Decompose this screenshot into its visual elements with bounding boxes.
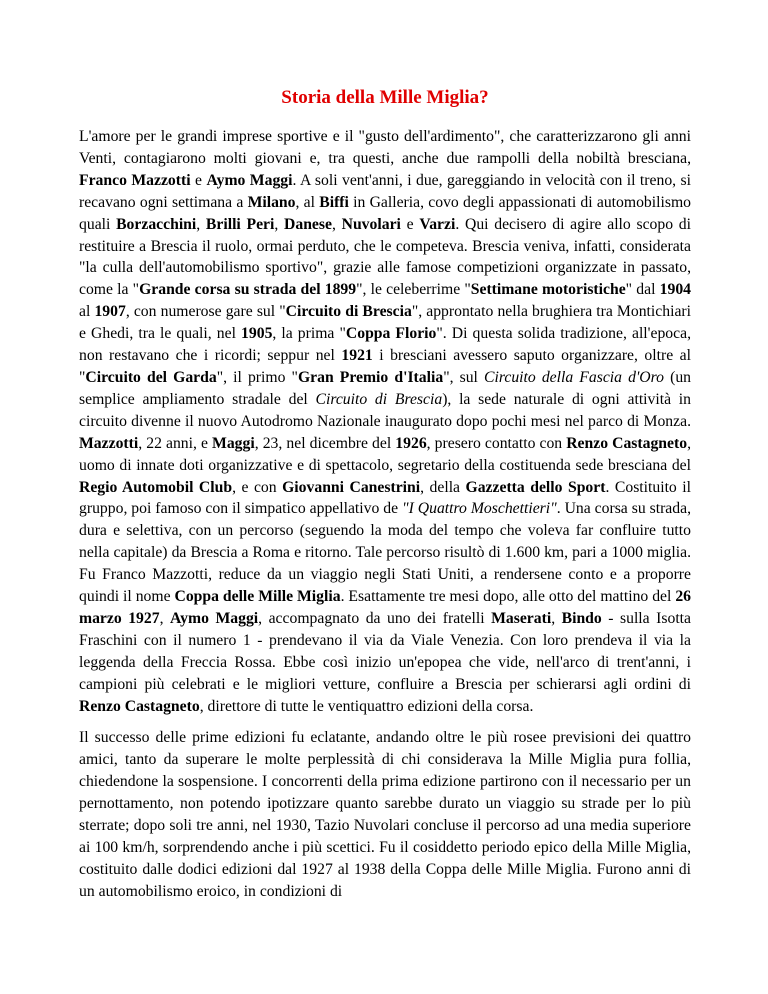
bold-text-run: Nuvolari: [341, 215, 401, 233]
bold-text-run: Grande corsa su strada del 1899: [139, 281, 357, 299]
bold-text-run: Gazzetta dello Sport: [465, 478, 606, 496]
text-run: ", approntato nella brughiera tra Montichiari e Ghedi, tra le quali, nel: [79, 303, 691, 343]
text-run: , presero contatto con: [426, 434, 567, 452]
text-run: ", le celeberrime ": [356, 281, 471, 299]
document-page: [79, 0, 691, 903]
bold-text-run: Borzacchini: [116, 215, 197, 233]
paragraph-2: [79, 727, 691, 902]
bold-text-run: Regio Automobil Club: [79, 478, 233, 496]
bold-text-run: Danese: [284, 215, 332, 233]
bold-text-run: 1905: [241, 325, 273, 343]
bold-text-run: Brilli Peri: [205, 215, 275, 233]
text-run: Il successo delle prime edizioni fu eclatante, andando oltre le più rosee previsioni dei quattro amici, tanto da superare le molte perplessità di chi considerava la Mille Miglia pura follia, chiedendone la sospensione. I concorrenti della prima edizione partirono con il necessario per un pernottamento, non potendo ipotizzare quanto sarebbe durato un viaggio su strade per lo più sterrate; dopo soli tre anni, nel 1930, Tazio Nuvolari concluse il percorso ad una media superiore ai 100 km/h, sorprendendo anche i più scettici. Fu il cosiddetto periodo epico della Mille Miglia, costituito dalle dodici edizioni dal 1927 al 1938 della Coppa delle Mille Miglia. Furono anni di un automobilismo eroico, in condizioni di: [79, 729, 691, 900]
bold-text-run: Milano: [247, 193, 296, 211]
bold-text-run: Renzo Castagneto: [566, 434, 688, 452]
bold-text-run: 1926: [395, 434, 427, 452]
bold-text-run: Circuito del Garda: [85, 368, 217, 386]
bold-text-run: 1921: [341, 347, 373, 365]
text-run: , 22 anni, e: [138, 434, 213, 452]
text-run: e: [190, 171, 207, 189]
text-run: , uomo di innate doti organizzative e di spettacolo, segretario della costituenda sede bresciana del: [79, 434, 691, 474]
bold-text-run: Maggi: [212, 434, 255, 452]
text-run: e: [400, 215, 420, 233]
text-run: ), la sede naturale di ogni attività in circuito divenne il nuovo Autodromo Nazionale inaugurato dopo pochi mesi nel parco di Monza.: [79, 390, 691, 430]
text-run: ,: [274, 215, 285, 233]
text-run: , 23, nel dicembre del: [254, 434, 396, 452]
text-run: i bresciani avessero saputo organizzare, oltre al ": [79, 347, 691, 386]
italic-text-run: Circuito di Brescia: [315, 390, 443, 408]
bold-text-run: Bindo: [561, 609, 602, 627]
paragraph-1: [79, 126, 691, 717]
italic-text-run: Circuito della Fascia d'Oro: [484, 368, 664, 386]
text-run: al: [79, 303, 95, 321]
text-run: L'amore per le grandi imprese sportive e il "gusto dell'ardimento", che caratterizzarono gli anni Venti, contagiarono molti giovani e, tra questi, anche due rampolli della nobiltà bresciana,: [79, 128, 691, 167]
page-title: Storia della Mille Miglia?: [281, 87, 489, 108]
text-run: - sulla Isotta Fraschini con il numero 1 - prendevano il via da Viale Venezia. Con loro prendeva il via la leggenda della Freccia Rossa. Ebbe così inizio un'epopea che vide, nell'arco di trent'anni, i campioni più celebrati e le migliori vetture, confluire a Brescia per schierarsi agli ordini di: [79, 609, 691, 693]
bold-text-run: Franco Mazzotti: [79, 171, 191, 189]
bold-text-run: Renzo Castagneto: [79, 697, 200, 715]
text-run: . Una corsa su strada, dura e selettiva, con un percorso (seguendo la moda del tempo che voleva far confluire tutto nella capitale) da Brescia a Roma e ritorno. Tale percorso risultò di 1.600 km, pari a 1000 miglia. Fu Franco Mazzotti, reduce da un viaggio negli Stati Uniti, a rendersene conto e a proporre quindi il nome: [79, 500, 691, 606]
bold-text-run: Varzi: [419, 215, 456, 233]
text-run: in Galleria, covo degli appassionati di automobilismo quali: [79, 193, 691, 233]
text-run: ,: [551, 609, 562, 627]
italic-text-run: "I Quattro Moschettieri": [402, 500, 557, 518]
bold-text-run: Mazzotti: [79, 434, 139, 452]
text-run: , accompagnato da uno dei fratelli: [258, 609, 492, 627]
text-run: , direttore di tutte le ventiquattro edizioni della corsa.: [199, 697, 534, 715]
text-run: , con numerose gare sul ": [125, 303, 286, 321]
bold-text-run: Aymo Maggi: [170, 609, 259, 627]
bold-text-run: Biffi: [319, 193, 349, 211]
bold-text-run: Settimane motoristiche: [470, 281, 626, 299]
text-run: . Qui decisero di agire allo scopo di restituire a Brescia il ruolo, ormai perduto, che le competeva. Brescia veniva, infatti, considerata "la culla dell'automobilismo sportivo", grazie alle famose competizioni organizzate in passato, come la ": [79, 215, 692, 299]
text-run: ,: [331, 215, 342, 233]
bold-text-run: 1907: [94, 303, 126, 321]
text-run: , della: [420, 478, 466, 496]
bold-text-run: Aymo Maggi: [206, 171, 293, 189]
bold-text-run: Gran Premio d'Italia: [297, 368, 444, 386]
bold-text-run: Maserati: [491, 609, 552, 627]
text-run: (un semplice ampliamento stradale del: [79, 368, 692, 408]
text-run: , e con: [232, 478, 283, 496]
text-run: ". Di questa solida tradizione, all'epoca, non restavano che i ricordi; seppur nel: [79, 325, 691, 365]
bold-text-run: Circuito di Brescia: [285, 303, 412, 321]
bold-text-run: Coppa Florio: [345, 325, 437, 343]
text-run: . A soli vent'anni, i due, gareggiando in velocità con il treno, si recavano ogni settimana a: [79, 171, 691, 211]
bold-text-run: 1904: [659, 281, 691, 299]
text-run: . Esattamente tre mesi dopo, alle otto del mattino del: [340, 588, 676, 606]
text-run: ,: [196, 215, 206, 233]
text-run: ,: [159, 609, 171, 627]
text-run: ", sul: [443, 368, 485, 386]
text-run: , al: [295, 193, 320, 211]
bold-text-run: Giovanni Canestrini: [282, 478, 421, 496]
text-run: ", il primo ": [216, 368, 298, 386]
text-run: , la prima ": [272, 325, 346, 343]
bold-text-run: Coppa delle Mille Miglia: [174, 588, 341, 606]
bold-text-run: 26 marzo 1927: [79, 588, 692, 627]
text-run: " dal: [625, 281, 660, 299]
text-run: . Costituito il gruppo, poi famoso con il simpatico appellativo de: [79, 478, 691, 518]
